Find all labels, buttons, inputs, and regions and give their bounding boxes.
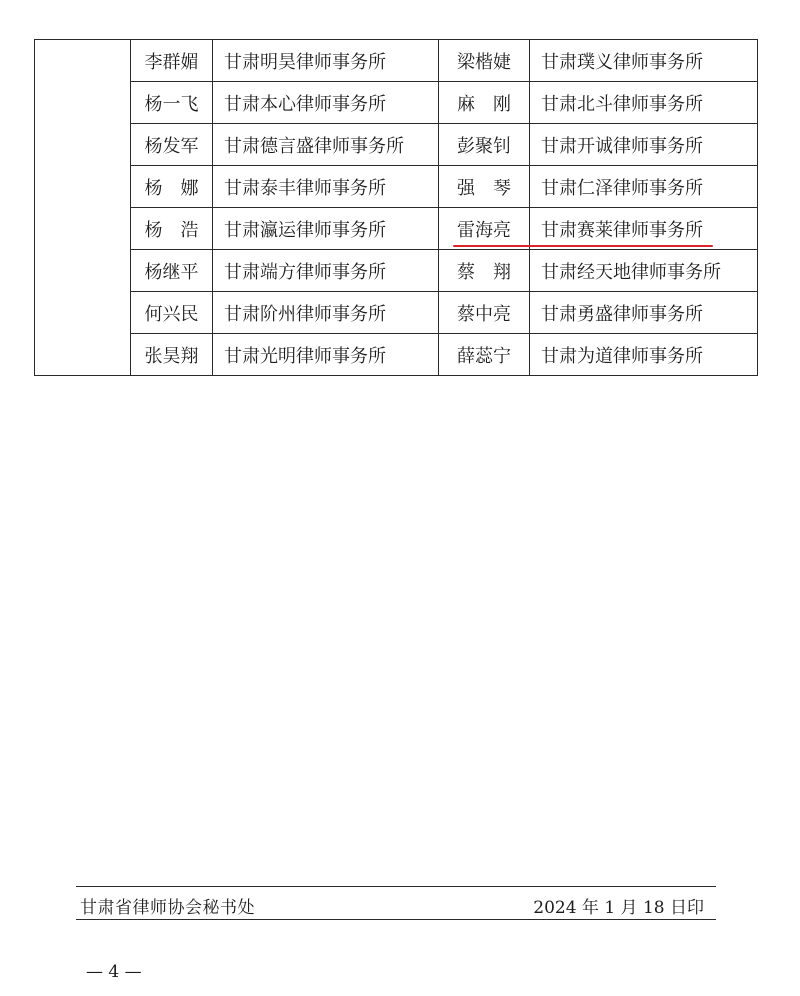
table-row bbox=[35, 334, 758, 376]
highlight-underline bbox=[453, 245, 713, 247]
lawyer-name-cell bbox=[131, 40, 213, 82]
lawyer-name-cell bbox=[439, 292, 530, 334]
lawyer-name: 麻 刚 bbox=[457, 93, 511, 115]
law-firm-name: 甘肃明昊律师事务所 bbox=[224, 51, 386, 73]
lawyer-name-cell bbox=[439, 250, 530, 292]
lawyer-name-cell bbox=[131, 292, 213, 334]
law-firm-name: 甘肃北斗律师事务所 bbox=[541, 93, 703, 115]
lawyer-name: 彭聚钊 bbox=[457, 135, 511, 157]
lawyer-name: 雷海亮 bbox=[457, 219, 511, 241]
law-firm-name: 甘肃赛莱律师事务所 bbox=[541, 219, 703, 241]
lawyer-name: 何兴民 bbox=[144, 303, 199, 325]
table-row bbox=[35, 292, 758, 334]
table-row bbox=[35, 250, 758, 292]
lawyer-name-cell bbox=[439, 166, 530, 208]
law-firm-cell bbox=[530, 166, 758, 208]
law-firm-name: 甘肃泰丰律师事务所 bbox=[224, 177, 386, 199]
lawyer-name: 梁楷婕 bbox=[457, 51, 511, 73]
law-firm-name: 甘肃璞义律师事务所 bbox=[541, 51, 703, 73]
lawyer-name: 李群媚 bbox=[144, 51, 199, 73]
law-firm-name: 甘肃开诚律师事务所 bbox=[541, 135, 703, 157]
law-firm-cell bbox=[530, 292, 758, 334]
lawyer-roster-table bbox=[34, 39, 758, 376]
lawyer-name-cell bbox=[439, 124, 530, 166]
law-firm-cell bbox=[530, 82, 758, 124]
lawyer-name: 杨继平 bbox=[144, 261, 199, 283]
lawyer-name: 薛蕊宁 bbox=[457, 345, 511, 367]
law-firm-cell bbox=[213, 208, 439, 250]
category-cell bbox=[35, 40, 131, 376]
lawyer-name: 蔡中亮 bbox=[457, 303, 511, 325]
law-firm-name: 甘肃端方律师事务所 bbox=[224, 261, 386, 283]
lawyer-name-cell bbox=[131, 124, 213, 166]
lawyer-name-cell bbox=[131, 208, 213, 250]
law-firm-name: 甘肃光明律师事务所 bbox=[224, 345, 386, 367]
table-row bbox=[35, 124, 758, 166]
law-firm-cell bbox=[530, 40, 758, 82]
lawyer-name-cell bbox=[439, 334, 530, 376]
law-firm-cell bbox=[530, 334, 758, 376]
footer-top-rule bbox=[76, 886, 716, 887]
law-firm-name: 甘肃经天地律师事务所 bbox=[541, 261, 721, 283]
issuer-text: 甘肃省律师协会秘书处 bbox=[80, 898, 255, 918]
table-row bbox=[35, 166, 758, 208]
lawyer-name-cell bbox=[439, 208, 530, 250]
lawyer-name: 杨发军 bbox=[144, 135, 199, 157]
roster-body bbox=[35, 40, 758, 376]
print-date: 2024 年 1 月 18 日印 bbox=[533, 898, 704, 918]
law-firm-cell bbox=[213, 82, 439, 124]
law-firm-cell bbox=[213, 334, 439, 376]
lawyer-name-cell bbox=[131, 334, 213, 376]
law-firm-name: 甘肃仁泽律师事务所 bbox=[541, 177, 703, 199]
law-firm-name: 甘肃德言盛律师事务所 bbox=[224, 135, 404, 157]
footer-bottom-rule bbox=[76, 919, 716, 920]
law-firm-cell bbox=[213, 40, 439, 82]
law-firm-name: 甘肃阶州律师事务所 bbox=[224, 303, 386, 325]
table-row bbox=[35, 82, 758, 124]
lawyer-name-cell bbox=[439, 40, 530, 82]
law-firm-cell bbox=[530, 208, 758, 250]
law-firm-name: 甘肃为道律师事务所 bbox=[541, 345, 703, 367]
law-firm-name: 甘肃瀛运律师事务所 bbox=[224, 219, 386, 241]
law-firm-cell bbox=[213, 250, 439, 292]
lawyer-name: 杨 浩 bbox=[144, 219, 199, 241]
lawyer-name-cell bbox=[439, 82, 530, 124]
lawyer-name: 强 琴 bbox=[457, 177, 511, 199]
lawyer-name-cell bbox=[131, 82, 213, 124]
law-firm-name: 甘肃本心律师事务所 bbox=[224, 93, 386, 115]
lawyer-name: 蔡 翔 bbox=[457, 261, 511, 283]
law-firm-cell bbox=[530, 124, 758, 166]
page-number: — 4 — bbox=[86, 962, 142, 982]
lawyer-name-cell bbox=[131, 250, 213, 292]
law-firm-cell bbox=[213, 166, 439, 208]
table-row bbox=[35, 208, 758, 250]
lawyer-name: 杨 娜 bbox=[144, 177, 199, 199]
table-row bbox=[35, 40, 758, 82]
lawyer-name: 杨一飞 bbox=[144, 93, 199, 115]
lawyer-name: 张昊翔 bbox=[144, 345, 199, 367]
law-firm-cell bbox=[213, 292, 439, 334]
law-firm-name: 甘肃勇盛律师事务所 bbox=[541, 303, 703, 325]
lawyer-name-cell bbox=[131, 166, 213, 208]
law-firm-cell bbox=[213, 124, 439, 166]
law-firm-cell bbox=[530, 250, 758, 292]
